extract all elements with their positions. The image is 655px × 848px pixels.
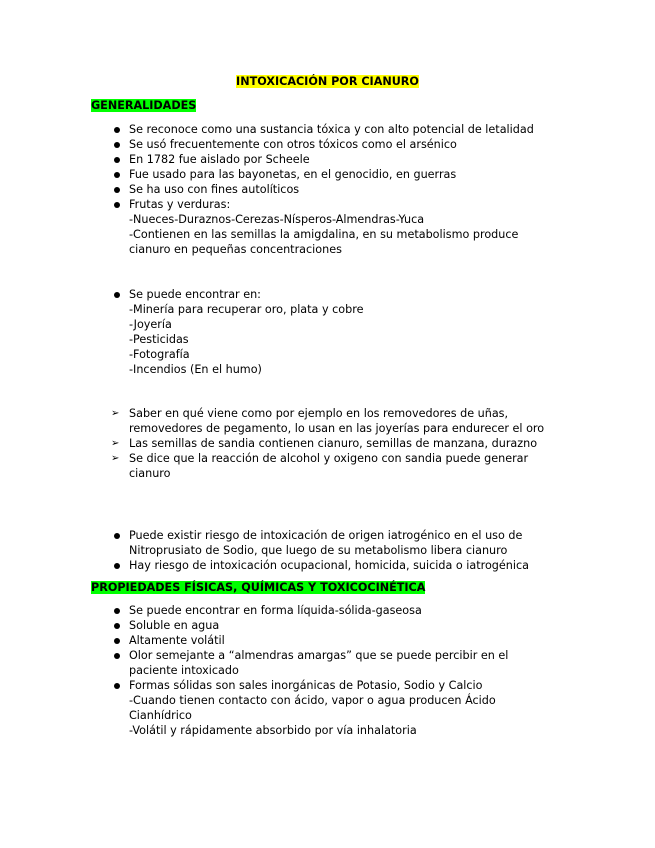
list-item xyxy=(0,182,559,197)
list-item-text: Se puede encontrar en forma líquida-sólida-gaseosa xyxy=(129,604,422,617)
list-item-text: Soluble en agua xyxy=(129,619,220,632)
list-item-text: En 1782 fue aislado por Scheele xyxy=(129,153,310,166)
list-item-text: Las semillas de sandia contienen cianuro, semillas de manzana, durazno xyxy=(129,437,538,450)
document-title-text: INTOXICACIÓN POR CIANURO xyxy=(236,75,419,88)
arrow-list xyxy=(0,406,655,481)
list-subitem-text: -Fotografía xyxy=(129,348,190,361)
section-heading-propiedades xyxy=(91,580,425,596)
document-title xyxy=(0,74,655,90)
list-item xyxy=(0,197,559,257)
arrow-bullet-icon: ➢ xyxy=(111,408,120,419)
list-item-text: Formas sólidas son sales inorgánicas de Potasio, Sodio y Calcio xyxy=(129,679,483,692)
list-item-text: Hay riesgo de intoxicación ocupacional, homicida, suicida o iatrogénica xyxy=(129,559,530,572)
list-item xyxy=(0,287,559,377)
arrow-bullet-icon: ➢ xyxy=(111,438,120,449)
bullet-icon xyxy=(114,563,120,569)
list-item xyxy=(0,633,559,648)
list-item-text: Se reconoce como una sustancia tóxica y con alto potencial de letalidad xyxy=(129,123,534,136)
arrow-bullet-icon: ➢ xyxy=(111,453,120,464)
list-subitem-text: -Minería para recuperar oro, plata y cobre xyxy=(129,303,364,316)
sources-list xyxy=(0,287,655,377)
list-item xyxy=(0,558,559,573)
list-item xyxy=(0,137,559,152)
bullet-icon xyxy=(114,157,120,163)
list-subitem-text: -Contienen en las semillas la amigdalina, en su metabolismo produce cianuro en pequeñas concentraciones xyxy=(129,228,519,256)
list-subitem-text: -Incendios (En el humo) xyxy=(129,363,262,376)
section-heading-generalidades xyxy=(91,98,196,114)
bullet-icon xyxy=(114,202,120,208)
list-item xyxy=(0,648,559,678)
list-item-text: Se usó frecuentemente con otros tóxicos como el arsénico xyxy=(129,138,457,151)
bullet-icon xyxy=(114,683,120,689)
list-item-text: Saber en qué viene como por ejemplo en los removedores de uñas, removedores de pegamento, lo usan en las joyerías para endurecer el oro xyxy=(129,407,545,435)
list-item xyxy=(0,167,559,182)
list-item xyxy=(0,451,559,481)
list-subitem-text: -Pesticidas xyxy=(129,333,189,346)
list-item xyxy=(0,436,559,451)
list-item-text: Altamente volátil xyxy=(129,634,225,647)
bullet-icon xyxy=(114,127,120,133)
bullet-icon xyxy=(114,653,120,659)
list-item-text: Frutas y verduras: xyxy=(129,198,231,211)
list-subitem-text: -Volátil y rápidamente absorbido por vía inhalatoria xyxy=(129,724,417,737)
list-item xyxy=(0,122,559,137)
bullet-icon xyxy=(114,172,120,178)
bullet-icon xyxy=(114,292,120,298)
list-item-text: Fue usado para las bayonetas, en el genocidio, en guerras xyxy=(129,168,457,181)
list-item-text: Puede existir riesgo de intoxicación de origen iatrogénico en el uso de Nitroprusiato de Sodio, que luego de su metabolismo libera cianuro xyxy=(129,529,523,557)
list-subitem-text: -Nueces-Duraznos-Cerezas-Nísperos-Almendras-Yuca xyxy=(129,213,425,226)
list-subitem-text: -Joyería xyxy=(129,318,172,331)
propiedades-list xyxy=(0,603,655,738)
list-item xyxy=(0,152,559,167)
list-item xyxy=(0,618,559,633)
section-heading-propiedades-text: PROPIEDADES FÍSICAS, QUÍMICAS Y TOXICOCINÉTICA xyxy=(91,581,426,594)
list-item xyxy=(0,603,559,618)
bullet-icon xyxy=(114,608,120,614)
list-item xyxy=(0,678,559,738)
list-item-text: Se puede encontrar en: xyxy=(129,288,261,301)
list-item-text: Se dice que la reacción de alcohol y oxigeno con sandia puede generar cianuro xyxy=(129,452,529,480)
bullet-icon xyxy=(114,533,120,539)
list-item-text: Olor semejante a “almendras amargas” que se puede percibir en el paciente intoxicado xyxy=(129,649,509,677)
list-subitem-text: -Cuando tienen contacto con ácido, vapor o agua producen Ácido Cianhídrico xyxy=(129,694,496,722)
list-item-text: Se ha uso con fines autolíticos xyxy=(129,183,300,196)
section-heading-generalidades-text: GENERALIDADES xyxy=(91,99,197,112)
bullet-icon xyxy=(114,623,120,629)
generalidades-list xyxy=(0,122,655,257)
list-item xyxy=(0,406,559,436)
list-item xyxy=(0,528,559,558)
bullet-icon xyxy=(114,187,120,193)
bullet-icon xyxy=(114,638,120,644)
risk-list xyxy=(0,528,655,573)
bullet-icon xyxy=(114,142,120,148)
